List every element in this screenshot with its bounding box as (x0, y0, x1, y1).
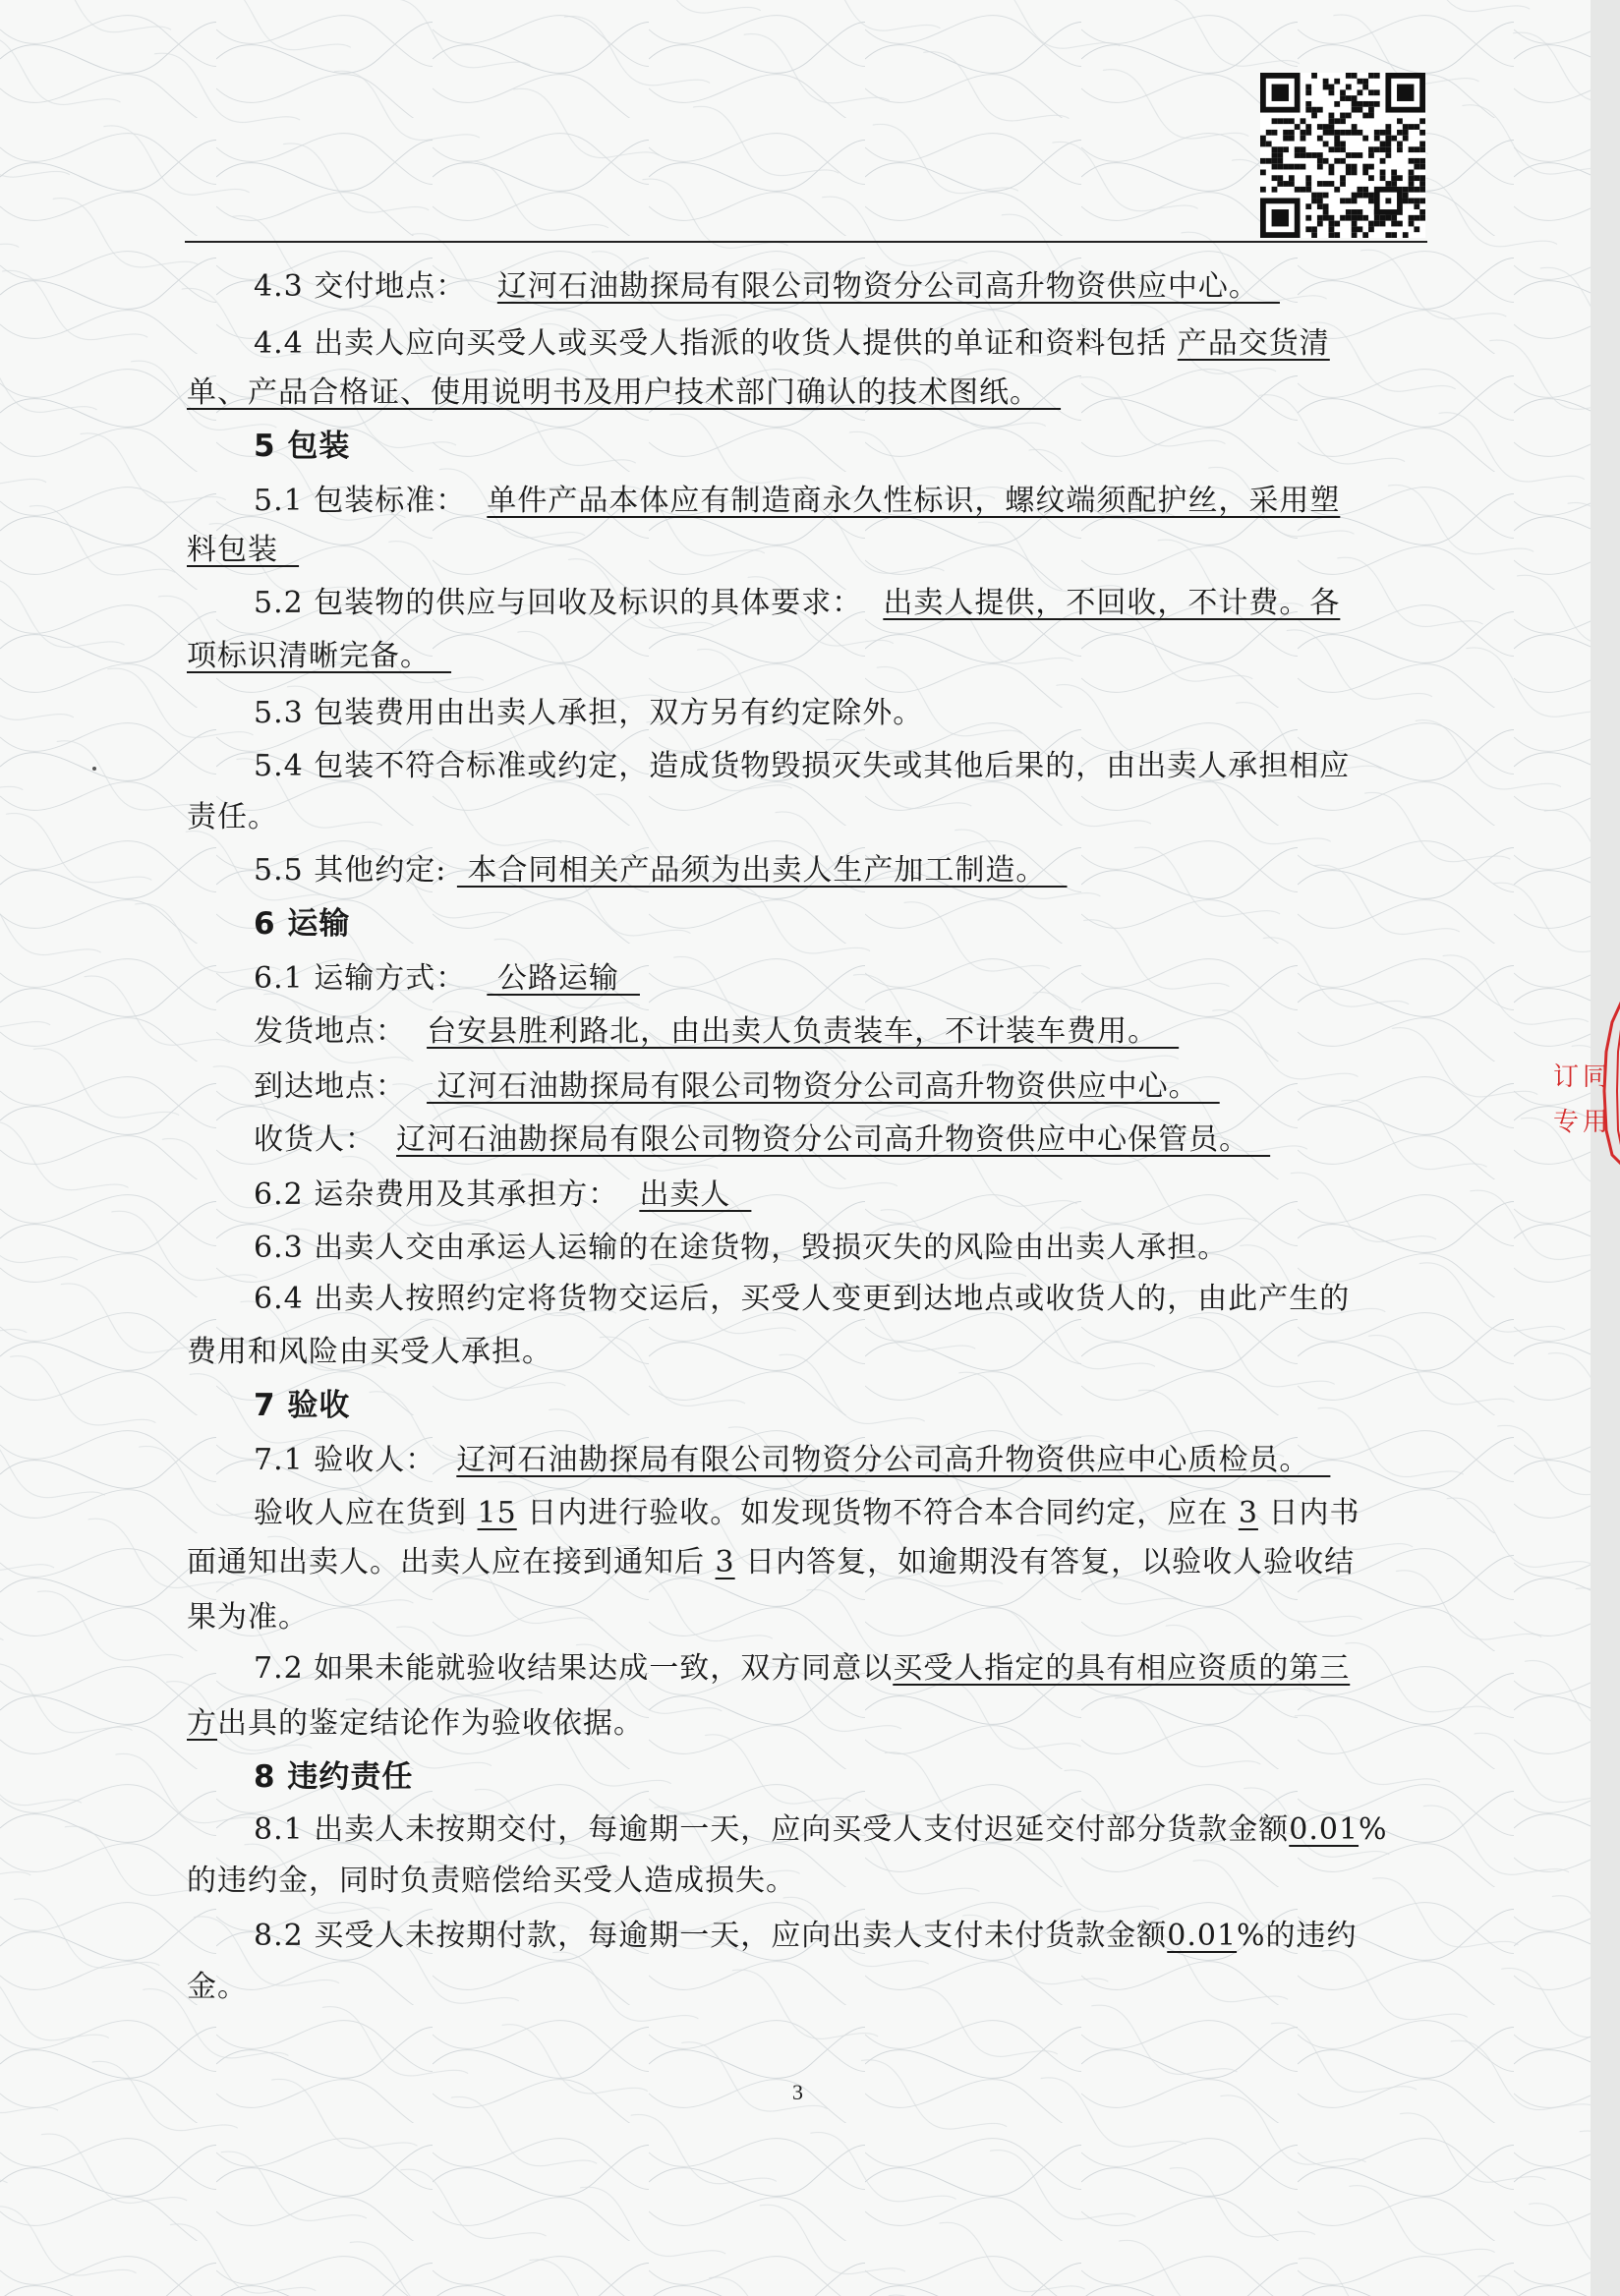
red-seal-stamp (1543, 993, 1620, 1170)
filled-field: 0.01 (1289, 1812, 1360, 1847)
line-text: 7 验收 (254, 1388, 351, 1423)
filled-field: 出卖人 (639, 1177, 752, 1212)
line-text: 7.2 如果未能就验收结果达成一致，双方同意以 (254, 1651, 894, 1686)
line-text: 的违约金，同时负责赔偿给买受人造成损失。 (187, 1864, 796, 1898)
contract-line (187, 531, 299, 570)
contract-line (254, 482, 1340, 521)
header-rule (185, 241, 1427, 243)
filled-field: 产品交货清 (1177, 326, 1330, 361)
contract-line (187, 1968, 248, 2007)
contract-line (254, 1067, 1220, 1107)
line-text: 5 包装 (254, 429, 351, 464)
line-text: 5.5 其他约定: (254, 853, 457, 888)
contract-line (254, 694, 923, 733)
line-text: 6.1 运输方式： (254, 961, 488, 996)
contract-line (254, 267, 1280, 307)
filled-field: 辽河石油勘探局有限公司物资分公司高升物资供应中心。 (496, 269, 1280, 304)
filled-field: 方 (187, 1706, 217, 1741)
contract-line (254, 1810, 1388, 1850)
line-text: 到达地点： (254, 1069, 428, 1104)
contract-line (187, 1333, 552, 1372)
line-text: 7.1 验收人： (254, 1443, 457, 1477)
contract-line (254, 1229, 1228, 1268)
section-heading (254, 904, 350, 944)
line-text: 日内答复，如逾期没有答复，以验收人验收结 (734, 1545, 1356, 1579)
line-text: 6.2 运杂费用及其承担方： (254, 1177, 640, 1212)
line-text: 日内书 (1257, 1496, 1360, 1530)
line-text: 责任。 (187, 800, 278, 834)
filled-field: 0.01 (1167, 1919, 1238, 1953)
line-text: 出具的鉴定结论作为验收依据。 (217, 1706, 644, 1741)
page-number: 3 (792, 2080, 803, 2104)
line-text: 发货地点： (254, 1014, 428, 1049)
filled-field: 项标识清晰完备。 (187, 639, 452, 673)
filled-field: 出卖人提供，不回收，不计费。各 (883, 586, 1341, 620)
line-text: % (1359, 1812, 1388, 1847)
contract-line (187, 1543, 1355, 1582)
contract-line (254, 1012, 1179, 1052)
line-text: 收货人： (254, 1122, 397, 1157)
filled-field: 辽河石油勘探局有限公司物资分公司高升物资供应中心保管员。 (396, 1122, 1271, 1157)
line-text: 6 运输 (254, 906, 351, 942)
svg-text:用: 用 (1583, 1108, 1609, 1137)
contract-line (254, 1176, 751, 1215)
line-text: 5.2 包装物的供应与回收及标识的具体要求： (254, 586, 884, 620)
contract-line (254, 1494, 1360, 1533)
section-heading (254, 1757, 413, 1797)
contract-line (254, 1441, 1330, 1480)
filled-field: 3 (1238, 1496, 1258, 1530)
qr-code (1260, 73, 1425, 238)
contract-line (254, 1917, 1358, 1956)
line-text: 面通知出卖人。出卖人应在接到通知后 (187, 1545, 716, 1579)
svg-text:专: 专 (1553, 1108, 1580, 1137)
filled-field: 公路运输 (487, 961, 640, 996)
contract-line (187, 637, 451, 676)
section-heading (254, 1386, 350, 1425)
line-text: 5.1 包装标准： (254, 484, 488, 518)
filled-field: 3 (715, 1545, 735, 1579)
contract-line (254, 1120, 1270, 1160)
line-text: 4.4 出卖人应向买受人或买受人指派的收货人提供的单证和资料包括 (254, 326, 1178, 361)
contract-line (187, 373, 1061, 413)
section-heading (254, 427, 350, 466)
line-text: 金。 (187, 1970, 248, 2004)
line-text: 验收人应在货到 (254, 1496, 478, 1530)
svg-text:同: 同 (1583, 1062, 1609, 1092)
filled-field: 15 (477, 1496, 517, 1530)
contract-line (187, 1598, 309, 1637)
line-text: 果为准。 (187, 1600, 309, 1635)
filled-field: 本合同相关产品须为出卖人生产加工制造。 (456, 853, 1068, 888)
contract-line (254, 1649, 1350, 1689)
filled-field: 买受人指定的具有相应资质的第三 (893, 1651, 1351, 1686)
contract-line (254, 747, 1350, 786)
filled-field: 辽河石油勘探局有限公司物资分公司高升物资供应中心。 (427, 1069, 1220, 1104)
contract-line (187, 1704, 644, 1744)
contract-line (187, 1862, 796, 1901)
line-text: 8 违约责任 (254, 1759, 414, 1795)
line-text: 日内进行验收。如发现货物不符合本合同约定，应在 (516, 1496, 1239, 1530)
contract-line (187, 798, 278, 837)
filled-field: 单件产品本体应有制造商永久性标识，螺纹端须配护丝，采用塑 (487, 484, 1341, 518)
line-text: 6.3 出卖人交由承运人运输的在途货物，毁损灭失的风险由出卖人承担。 (254, 1231, 1229, 1265)
filled-field: 台安县胜利路北，由出卖人负责装车，不计装车费用。 (427, 1014, 1180, 1049)
scan-speck (92, 767, 96, 771)
filled-field: 料包装 (187, 533, 300, 567)
line-text: 4.3 交付地点： (254, 269, 497, 304)
line-text: 5.3 包装费用由出卖人承担，双方另有约定除外。 (254, 696, 924, 730)
contract-line (254, 851, 1068, 890)
line-text: 5.4 包装不符合标准或约定，造成货物毁损灭失或其他后果的，由出卖人承担相应 (254, 749, 1351, 783)
line-text: %的违约 (1237, 1919, 1358, 1953)
contract-line (254, 1280, 1350, 1319)
line-text: 费用和风险由买受人承担。 (187, 1335, 552, 1369)
line-text: 6.4 出卖人按照约定将货物交运后，买受人变更到达地点或收货人的，由此产生的 (254, 1282, 1351, 1316)
line-text: 8.2 买受人未按期付款，每逾期一天，应向出卖人支付未付货款金额 (254, 1919, 1168, 1953)
line-text: 8.1 出卖人未按期交付，每逾期一天，应向买受人支付迟延交付部分货款金额 (254, 1812, 1290, 1847)
contract-line (254, 584, 1340, 623)
filled-field: 单、产品合格证、使用说明书及用户技术部门确认的技术图纸。 (187, 375, 1062, 410)
contract-line (254, 324, 1330, 364)
contract-line (254, 959, 640, 999)
filled-field: 辽河石油勘探局有限公司物资分公司高升物资供应中心质检员。 (456, 1443, 1331, 1477)
svg-text:订: 订 (1553, 1062, 1580, 1092)
